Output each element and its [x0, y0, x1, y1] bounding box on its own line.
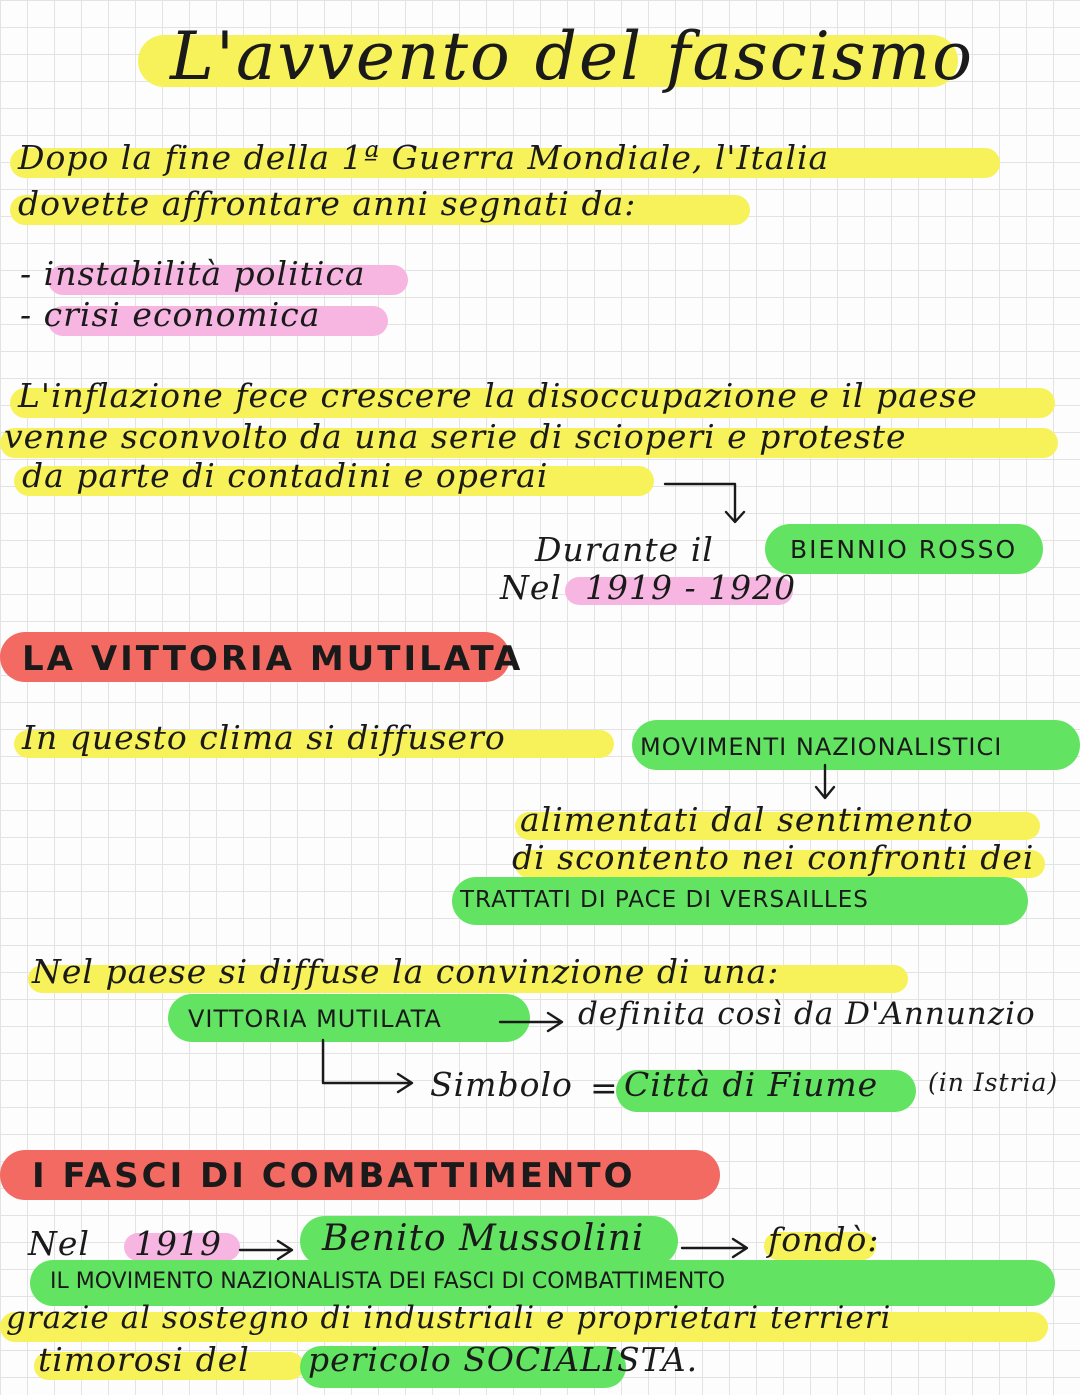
- nel-1919-label: Nel: [28, 1224, 90, 1263]
- inflation-line-2: venne sconvolto da una serie di scioperi e proteste: [4, 417, 907, 456]
- fearful-text: timorosi del: [38, 1340, 250, 1379]
- equals-sign: =: [590, 1068, 619, 1107]
- section-vittoria-title: LA VITTORIA MUTILATA: [22, 639, 524, 679]
- biennio-rosso-label: BIENNIO ROSSO: [790, 535, 1018, 564]
- vittoria-mutilata: VITTORIA MUTILATA: [188, 1005, 442, 1033]
- inflation-line-3: da parte di contadini e operai: [22, 456, 549, 495]
- support-text: grazie al sostegno di industriali e proprietari terrieri: [6, 1300, 892, 1336]
- city-fiume: Città di Fiume: [624, 1065, 879, 1104]
- issue-economic-crisis: - crisi economica: [20, 295, 321, 334]
- arrow-movements-down: [816, 765, 834, 798]
- section-fasci-title: I FASCI DI COMBATTIMENTO: [32, 1156, 636, 1196]
- defined-text: definita così da D'Annunzio: [578, 996, 1036, 1032]
- founded-text: fondò:: [768, 1220, 880, 1259]
- arrow-inflation-to-biennio: [665, 484, 744, 522]
- year-1919: 1919: [134, 1224, 222, 1263]
- inflation-line-1: L'inflazione fece crescere la disoccupazione e il paese: [18, 376, 978, 415]
- intro-line-2: dovette affrontare anni segnati da:: [18, 184, 637, 223]
- nel-label: Nel: [500, 568, 562, 607]
- intro-line-1: Dopo la fine della 1ª Guerra Mondiale, l'Italia: [18, 138, 830, 177]
- biennio-years: 1919 - 1920: [585, 568, 797, 607]
- arrow-1919-mussolini: [240, 1241, 292, 1259]
- in-istria: (in Istria): [928, 1068, 1059, 1097]
- socialist-danger: pericolo SOCIALISTA.: [308, 1340, 699, 1379]
- fed-line-2: di scontento nei confronti dei: [512, 838, 1035, 877]
- page-title: L'avvento del fascismo: [170, 18, 974, 95]
- arrow-vittoria-defined: [500, 1013, 562, 1031]
- symbol-label: Simbolo: [430, 1065, 573, 1104]
- fasci-movement: IL MOVIMENTO NAZIONALISTA DEI FASCI DI COMBATTIMENTO: [50, 1269, 726, 1294]
- issue-political-instability: - instabilità politica: [20, 254, 366, 293]
- belief-text: Nel paese si diffuse la convinzione di una:: [32, 952, 780, 991]
- arrow-mussolini-founded: [682, 1239, 747, 1257]
- treaties-versailles: TRATTATI DI PACE DI VERSAILLES: [460, 887, 869, 913]
- during-text: Durante il: [535, 530, 714, 569]
- arrow-vittoria-symbol: [323, 1040, 412, 1092]
- nationalist-movements: MOVIMENTI NAZIONALISTICI: [640, 733, 1003, 761]
- benito-mussolini: Benito Mussolini: [322, 1218, 645, 1259]
- fed-line-1: alimentati dal sentimento: [520, 800, 974, 839]
- climate-text: In questo clima si diffusero: [22, 718, 506, 757]
